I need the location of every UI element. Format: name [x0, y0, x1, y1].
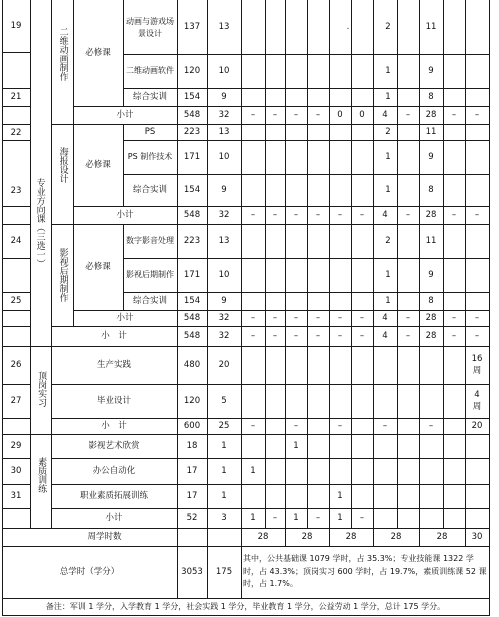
- course-credits: 5: [221, 395, 227, 406]
- table-rule: [2, 346, 490, 347]
- course-credits: 13: [218, 126, 230, 137]
- course-name: PS: [144, 126, 156, 137]
- subtotal-cell: –: [451, 209, 457, 220]
- sem-value: 2: [385, 235, 391, 246]
- subtotal-cell: –: [293, 420, 299, 431]
- table-rule: [2, 140, 30, 141]
- subtotal-hours: 548: [183, 330, 201, 341]
- subtotal-cell: –: [451, 109, 457, 120]
- subtotal-cell: –: [337, 330, 343, 341]
- table-rule: [2, 124, 30, 125]
- subtotal-credits: 32: [218, 209, 230, 220]
- course-hours: 171: [183, 151, 201, 162]
- weekly-value: 28: [301, 531, 313, 542]
- table-rule: [123, 0, 124, 106]
- subtotal-cell: –: [451, 330, 457, 341]
- table-rule: [207, 0, 208, 598]
- sem-value: 9: [428, 151, 434, 162]
- course-credits: 9: [221, 91, 227, 102]
- course-name: 毕业设计: [96, 395, 131, 406]
- table-rule: [351, 0, 352, 528]
- subtotal-label: 小 计: [101, 330, 127, 341]
- course-hours: 223: [183, 126, 201, 137]
- course-credits: 20: [218, 359, 230, 370]
- table-rule: [51, 124, 490, 125]
- course-name: 影视后期制作: [126, 270, 174, 280]
- subtotal-label: 小计: [116, 312, 134, 323]
- subtotal-cell: –: [451, 312, 457, 323]
- table-rule: [2, 546, 490, 547]
- table-rule: [2, 224, 30, 225]
- subtotal-cell: –: [272, 512, 278, 523]
- table-rule: [2, 384, 30, 385]
- course-name: 影视艺术欣赏: [88, 440, 140, 451]
- subtotal-cell: –: [293, 312, 299, 323]
- sem-value: 1: [385, 91, 391, 102]
- subtotal-hours: 548: [183, 209, 201, 220]
- weekly-label: 周学时数: [87, 531, 122, 542]
- course-type: 必修课: [85, 159, 111, 170]
- table-rule: [2, 615, 490, 616]
- table-rule: [30, 0, 31, 528]
- course-hours: 18: [186, 440, 198, 451]
- course-credits: 13: [218, 21, 230, 32]
- table-rule: [73, 206, 490, 207]
- sem-value: 11: [425, 126, 437, 137]
- subtotal-cell: 1: [293, 512, 299, 523]
- direction-label: 二维动画制作: [57, 27, 68, 81]
- subtotal-cell: –: [382, 420, 388, 431]
- course-hours: 154: [183, 184, 201, 195]
- table-rule: [285, 0, 286, 546]
- row-number: 23: [10, 185, 22, 196]
- course-name: PS 制作技术: [127, 152, 173, 162]
- subtotal-cell: 4: [382, 109, 388, 120]
- table-rule: [465, 0, 466, 546]
- table-rule: [51, 418, 490, 419]
- subtotal-cell: 28: [425, 330, 437, 341]
- course-credits: 10: [218, 151, 230, 162]
- subtotal-cell: –: [359, 209, 365, 220]
- course-type: 必修课: [85, 47, 111, 58]
- subtotal-cell: –: [315, 109, 321, 120]
- subtotal-credits: 32: [218, 109, 230, 120]
- course-credits: 10: [218, 65, 230, 76]
- sem-value: 1: [385, 295, 391, 306]
- weekly-value: 28: [257, 531, 269, 542]
- subtotal-hours: 52: [186, 512, 198, 523]
- category-label: 顶岗实习: [36, 371, 47, 407]
- subtotal-cell: –: [428, 420, 434, 431]
- course-name: 二维动画软件: [126, 66, 174, 76]
- weeks-value: 16 周: [471, 353, 483, 376]
- course-hours: 223: [183, 235, 201, 246]
- category-label: 素质训练: [36, 457, 47, 493]
- subtotal-cell: –: [359, 512, 365, 523]
- course-hours: 480: [183, 359, 201, 370]
- total-note: 其中，公共基础课 1079 学时，占 35.3%；专业技能课 1322 学时，占 43.3%；顶岗实习 600 学时，占 19.7%，素质训练课 52 课时，占 1.7%。: [243, 554, 487, 589]
- sem-mark: 1: [293, 440, 299, 451]
- table-rule: [51, 0, 52, 528]
- table-rule: [2, 458, 30, 459]
- weekly-value: 30: [471, 531, 483, 542]
- table-rule: [2, 310, 30, 311]
- course-hours: 120: [183, 65, 201, 76]
- course-credits: 9: [221, 184, 227, 195]
- table-rule: [123, 224, 124, 310]
- table-rule: [51, 508, 490, 509]
- subtotal-cell: –: [405, 209, 411, 220]
- subtotal-cell: 4: [382, 330, 388, 341]
- course-name: 综合实训: [132, 91, 167, 102]
- sem-value: 8: [428, 91, 434, 102]
- table-rule: [2, 528, 490, 529]
- subtotal-credits: 25: [218, 420, 230, 431]
- course-name: 数字影音处理: [126, 236, 174, 246]
- course-credits: 1: [221, 490, 227, 501]
- subtotal-cell: –: [474, 209, 480, 220]
- course-hours: 154: [183, 91, 201, 102]
- remark: 备注：军训 1 学分，入学教育 1 学分，社会实践 1 学分，毕业教育 1 学分，公益劳动 1 学分，总计 175 学分。: [45, 601, 446, 611]
- row-number: 31: [10, 490, 22, 501]
- subtotal-cell: –: [359, 330, 365, 341]
- row-number: 27: [10, 395, 22, 406]
- total-credits: 175: [215, 566, 233, 577]
- subtotal-cell: –: [474, 109, 480, 120]
- table-rule: [73, 106, 490, 107]
- table-rule: [2, 292, 30, 293]
- weeks-value: 4 周: [472, 389, 482, 412]
- subtotal-cell: –: [293, 109, 299, 120]
- table-rule: [51, 484, 490, 485]
- subtotal-cell: –: [250, 420, 256, 431]
- subtotal-credits: 3: [221, 512, 227, 523]
- table-rule: [397, 0, 398, 528]
- course-hours: 154: [183, 295, 201, 306]
- subtotal-label: 小 计: [101, 420, 127, 431]
- course-credits: 10: [218, 269, 230, 280]
- table-rule: [2, 88, 30, 89]
- table-rule: [443, 0, 444, 528]
- course-type: 必修课: [85, 261, 111, 272]
- table-rule: [51, 224, 490, 225]
- table-rule: [73, 310, 490, 311]
- table-rule: [419, 0, 420, 546]
- table-rule: [2, 434, 490, 435]
- subtotal-cell: –: [272, 209, 278, 220]
- course-credits: 9: [221, 295, 227, 306]
- sem-mark: 1: [250, 465, 256, 476]
- table-rule: [373, 0, 374, 546]
- table-rule: [265, 0, 266, 528]
- subtotal-cell: 28: [425, 109, 437, 120]
- sem-value: 1: [385, 65, 391, 76]
- subtotal-cell: –: [337, 312, 343, 323]
- subtotal-cell: –: [315, 312, 321, 323]
- subtotal-cell: 1: [250, 512, 256, 523]
- table-rule: [2, 52, 30, 53]
- sem-value: 1: [385, 184, 391, 195]
- subtotal-cell: 28: [425, 312, 437, 323]
- sem-value: 1: [385, 269, 391, 280]
- row-number: 24: [10, 235, 22, 246]
- table-rule: [2, 508, 30, 509]
- subtotal-cell: –: [405, 109, 411, 120]
- category-label: 专业方向课（三选一）: [34, 178, 45, 268]
- row-number: 29: [10, 440, 22, 451]
- subtotal-cell: –: [405, 312, 411, 323]
- table-rule: [307, 0, 308, 528]
- sem-value: 2: [385, 21, 391, 32]
- table-rule: [51, 458, 490, 459]
- subtotal-cell: 0: [359, 109, 365, 120]
- total-hours: 3053: [181, 566, 203, 577]
- subtotal-cell: –: [272, 312, 278, 323]
- direction-label: 海报设计: [57, 147, 68, 183]
- subtotal-label: 小计: [116, 209, 134, 220]
- course-name: 办公自动化: [92, 465, 136, 476]
- subtotal-cell: 20: [471, 420, 483, 431]
- subtotal-cell: –: [315, 330, 321, 341]
- subtotal-cell: –: [272, 330, 278, 341]
- sem-mark: 1: [337, 490, 343, 501]
- subtotal-hours: 600: [183, 420, 201, 431]
- sem-value: 8: [428, 184, 434, 195]
- subtotal-label: 小计: [116, 109, 134, 120]
- subtotal-cell: –: [250, 312, 256, 323]
- table-rule: [2, 484, 30, 485]
- subtotal-cell: –: [405, 330, 411, 341]
- row-number: 19: [10, 20, 22, 31]
- course-name: 生产实践: [96, 359, 131, 370]
- course-hours: 17: [186, 465, 198, 476]
- subtotal-cell: –: [337, 420, 343, 431]
- direction-label: 影视后期制作: [57, 248, 68, 302]
- table-rule: [2, 0, 3, 615]
- sem-value: 9: [428, 65, 434, 76]
- subtotal-cell: –: [337, 209, 343, 220]
- table-rule: [2, 326, 30, 327]
- table-rule: [329, 0, 330, 546]
- weekly-value: 28: [345, 531, 357, 542]
- subtotal-cell: 4: [382, 312, 388, 323]
- sem-value: 11: [425, 235, 437, 246]
- row-number: 26: [10, 359, 22, 370]
- table-rule: [51, 384, 490, 385]
- subtotal-cell: –: [359, 312, 365, 323]
- subtotal-hours: 548: [183, 109, 201, 120]
- course-name: 综合实训: [132, 184, 167, 195]
- course-hours: 120: [183, 395, 201, 406]
- course-hours: 17: [186, 490, 198, 501]
- table-rule: [51, 326, 490, 327]
- table-rule: [73, 0, 74, 326]
- subtotal-cell: –: [250, 330, 256, 341]
- sem-mark: .: [346, 21, 350, 32]
- table-rule: [2, 258, 30, 259]
- subtotal-cell: –: [315, 512, 321, 523]
- subtotal-hours: 548: [183, 312, 201, 323]
- subtotal-credits: 32: [218, 330, 230, 341]
- table-rule: [123, 124, 124, 206]
- weekly-value: 28: [390, 531, 402, 542]
- course-credits: 1: [221, 440, 227, 451]
- table-rule: [2, 598, 490, 599]
- table-rule: [2, 106, 30, 107]
- table-rule: [2, 418, 30, 419]
- subtotal-cell: 4: [382, 209, 388, 220]
- row-number: 30: [10, 465, 22, 476]
- subtotal-cell: –: [474, 330, 480, 341]
- subtotal-cell: 28: [425, 209, 437, 220]
- sem-value: 1: [385, 151, 391, 162]
- subtotal-cell: –: [293, 209, 299, 220]
- course-name: 职业素质拓展训练: [79, 490, 148, 501]
- course-credits: 13: [218, 235, 230, 246]
- row-number: 25: [10, 295, 22, 306]
- sem-value: 8: [428, 295, 434, 306]
- row-number: 22: [10, 127, 22, 138]
- subtotal-cell: –: [250, 209, 256, 220]
- course-hours: 171: [183, 269, 201, 280]
- sem-value: 11: [425, 21, 437, 32]
- course-name: 综合实训: [132, 295, 167, 306]
- subtotal-credits: 32: [218, 312, 230, 323]
- subtotal-label: 小计: [105, 512, 123, 523]
- table-rule: [177, 0, 178, 598]
- course-hours: 137: [183, 21, 201, 32]
- subtotal-cell: –: [315, 209, 321, 220]
- row-number: 21: [10, 91, 22, 102]
- subtotal-cell: –: [293, 330, 299, 341]
- course-credits: 1: [221, 465, 227, 476]
- total-label: 总学时（学分）: [59, 566, 120, 577]
- subtotal-cell: –: [272, 109, 278, 120]
- subtotal-cell: 1: [337, 512, 343, 523]
- weekly-value: 28: [436, 531, 448, 542]
- subtotal-cell: –: [474, 312, 480, 323]
- sem-value: 2: [385, 126, 391, 137]
- table-rule: [241, 0, 242, 598]
- subtotal-cell: 0: [337, 109, 343, 120]
- table-rule: [489, 0, 490, 615]
- table-rule: [2, 206, 30, 207]
- subtotal-cell: –: [250, 109, 256, 120]
- sem-value: 9: [428, 269, 434, 280]
- course-name: 动画与游戏场景设计: [126, 17, 174, 38]
